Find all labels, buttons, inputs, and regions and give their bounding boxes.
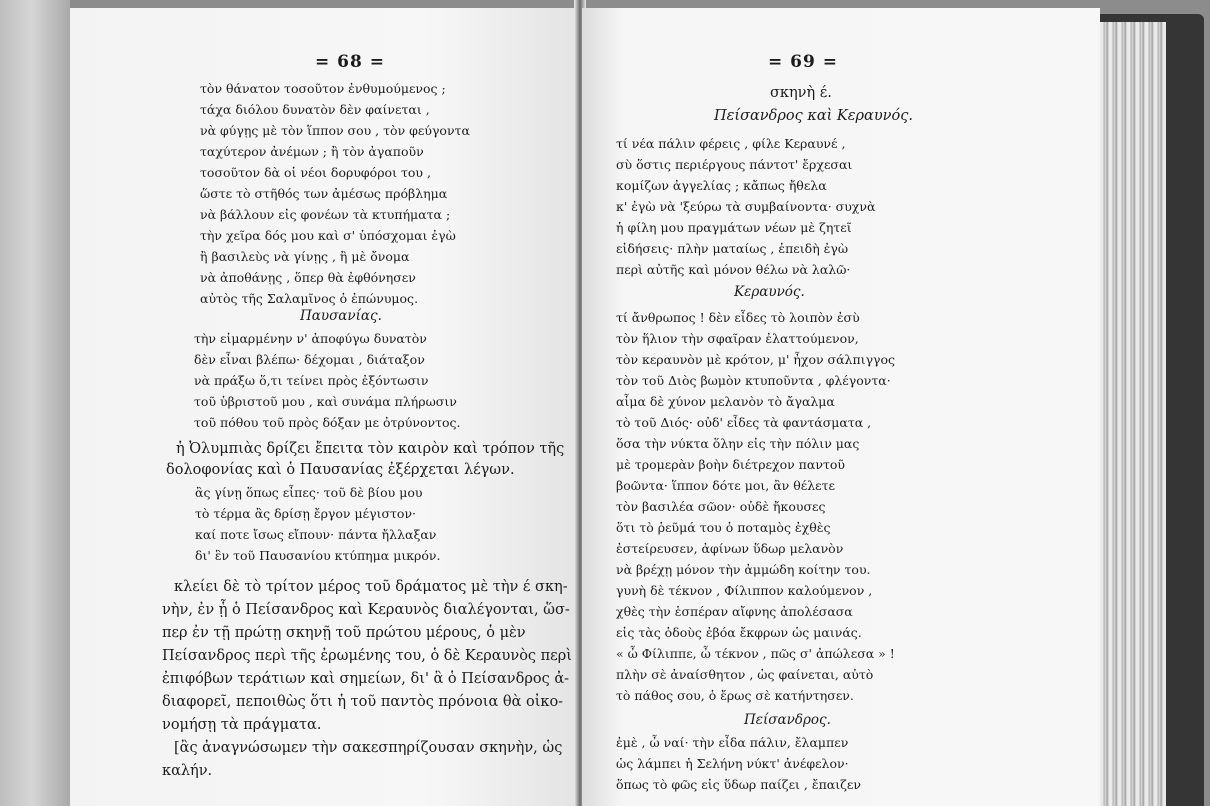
speaker-name: Παυσανίας. (300, 308, 382, 324)
verse-line: τί νέα πάλιν φέρεις , φίλε Κεραυνέ , (616, 136, 846, 151)
verse-line: αὐτὸς τῆς Σαλαμῖνος ὁ ἐπώνυμος. (200, 291, 419, 306)
verse-line: ἡ φίλη μου πραγμάτων νέων μὲ ζητεῖ (616, 220, 852, 235)
verse-line: τὸν θάνατον τοσοῦτον ἐνθυμούμενος ; (200, 81, 446, 96)
verse-line: ἐμὲ , ὦ ναί· τὴν εἶδα πάλιν, ἔλαμπεν (616, 735, 849, 750)
verse-line: τὸν ἥλιον τὴν σφαῖραν ἐλαττούμενον, (616, 331, 859, 346)
verse-line: τοῦ ὑβριστοῦ μου , καὶ συνάμα πλήρωσιν (194, 394, 457, 409)
page-edges (1100, 22, 1166, 806)
verse-line: χθὲς τὴν ἑσπέραν αἴφνης ἀπολέσασα (616, 604, 853, 619)
verse-line: τὴν χεῖρα δός μου καὶ σ' ὑπόσχομαι ἐγὼ (200, 228, 456, 243)
prose-line: ἐπιφόβων τεράτιων καὶ σημείων, δι' ἃ ὁ Πείσανδρος ἀ- (162, 671, 570, 687)
prose-line: Πείσανδρος περὶ τῆς ἐρωμένης του, ὁ δὲ Κεραυνὸς περὶ (162, 648, 572, 664)
verse-line: νὰ ἀποθάνῃς , ὅπερ θὰ ἐφθόνησεν (200, 270, 416, 285)
verse-line: νὰ βρέχῃ μόνον τὴν ἀμμώδη κοίτην του. (616, 562, 871, 577)
prose-line: νὴν, ἐν ᾗ ὁ Πείσανδρος καὶ Κεραυνὸς διαλέγονται, ὥσ- (162, 602, 570, 618)
right-page (582, 8, 1100, 806)
verse-line: περὶ αὐτῆς καὶ μόνον θέλω νὰ λαλῶ· (616, 262, 851, 277)
prose-line: [ἂς ἀναγνώσωμεν τὴν σακεσπηρίζουσαν σκηνὴν, ὡς (174, 740, 563, 756)
verse-line: ὅτι τὸ ῥεῦμά του ὁ ποταμὸς ἐχθὲς (616, 520, 831, 535)
verse-line: νὰ πράξω ὅ,τι τείνει πρὸς ἐξόντωσιν (194, 373, 429, 388)
verse-line: τὸ πάθος σου, ὁ ἔρως σὲ κατήντησεν. (616, 688, 854, 703)
verse-line: τάχα διόλου δυνατὸν δὲν φαίνεται , (200, 102, 430, 117)
verse-line: ταχύτερον ἀνέμων ; ἢ τὸν ἀγαποῦν (200, 144, 424, 159)
speaker-name: Πείσανδρος. (744, 712, 831, 728)
prose-line: περ ἐν τῇ πρώτῃ σκηνῇ τοῦ πρώτου μέρους, ὁ μὲν (162, 625, 526, 641)
verse-line: τὸν κεραυνὸν μὲ κρότον, μ' ἦχον σάλπιγγος (616, 352, 896, 367)
verse-line: κ' ἐγὼ νὰ 'ξεύρω τὰ συμβαίνοντα· συχνὰ (616, 199, 876, 214)
verse-line: εἰδήσεις· πλὴν ματαίως , ἐπειδὴ ἐγὼ (616, 241, 849, 256)
left-page (70, 8, 580, 806)
verse-line: ὅσα τὴν νύκτα ὅλην εἰς τὴν πόλιν μας (616, 436, 860, 451)
verse-line: τὸ τέρμα ἂς δρίσῃ ἔργον μέγιστον· (195, 506, 417, 521)
verse-line: τὸ τοῦ Διός· οὐδ' εἶδες τὰ φαντάσματα , (616, 415, 872, 430)
scene-title: σκηνὴ έ. (770, 85, 832, 101)
verse-line: εἰς τὰς ὁδοὺς ἐβόα ἔκφρων ὡς μαινάς. (616, 625, 862, 640)
page-number: = 68 = (315, 52, 385, 72)
verse-line: νὰ φύγῃς μὲ τὸν ἵππον σου , τὸν φεύγοντα (200, 123, 470, 138)
verse-line: ὅπως τὸ φῶς εἰς ὕδωρ παίζει , ἔπαιζεν (616, 777, 861, 792)
prose-line: κλείει δὲ τὸ τρίτον μέρος τοῦ δράματος μὲ τὴν έ σκη- (174, 579, 568, 595)
verse-line: ἂς γίνῃ ὅπως εἶπες· τοῦ δὲ βίου μου (195, 485, 423, 500)
page-number: = 69 = (768, 52, 838, 72)
verse-line: νὰ βάλλουν εἰς φονέων τὰ κτυπήματα ; (200, 207, 451, 222)
table-background (0, 0, 70, 806)
speaker-name: Κεραυνός. (734, 284, 805, 300)
verse-line: ἢ βασιλεὺς νὰ γίνῃς , ἢ μὲ ὄνομα (200, 249, 410, 264)
verse-line: δι' ἓν τοῦ Παυσανίου κτύπημα μικρόν. (195, 548, 441, 563)
verse-line: τοσοῦτον δὰ οἱ νέοι δορυφόροι του , (200, 165, 431, 180)
prose-line: καλήν. (162, 763, 213, 779)
verse-line: αἷμα δὲ χύνον μελανὸν τὸ ἄγαλμα (616, 394, 835, 409)
prose-line: διαφορεῖ, πεποιθὼς ὅτι ἡ τοῦ παντὸς πρόνοια θὰ οἰκο- (162, 694, 564, 710)
verse-line: τί ἄνθρωπος ! δὲν εἶδες τὸ λοιπὸν ἐσὺ (616, 310, 860, 325)
prose-line: νομήσῃ τὰ πράγματα. (162, 717, 322, 733)
verse-line: δὲν εἶναι βλέπω· δέχομαι , διάταξον (194, 352, 425, 367)
verse-line: καί ποτε ἴσως εἴπουν· πάντα ἤλλαξαν (195, 527, 437, 542)
verse-line: τὴν εἱμαρμένην ν' ἀποφύγω δυνατὸν (194, 331, 427, 346)
verse-line: « ὦ Φίλιππε, ὦ τέκνον , πῶς σ' ἀπώλεσα » ! (616, 646, 895, 661)
verse-line: τοῦ πόθου τοῦ πρὸς δόξαν με ὀτρύνοντος. (194, 415, 461, 430)
verse-line: ὡς λάμπει ἡ Σελήνη νύκτ' ἀνέφελον· (616, 756, 849, 771)
verse-line: πλὴν σὲ ἀναίσθητον , ὡς φαίνεται, αὐτὸ (616, 667, 874, 682)
verse-line: κομίζων ἀγγελίας ; κἄπως ἤθελα (616, 178, 827, 193)
verse-line: σὺ ὅστις περιέργους πάντοτ' ἔρχεσαι (616, 157, 853, 172)
verse-line: ὥστε τὸ στῆθός των ἀμέσως πρόβλημα (200, 186, 448, 201)
verse-line: γυνὴ δὲ τέκνον , Φίλιππον καλούμενον , (616, 583, 873, 598)
prose-line: ἡ Ὀλυμπιὰς δρίζει ἔπειτα τὸν καιρὸν καὶ τρόπον τῆς (176, 441, 565, 457)
verse-line: ἐστείρευσεν, ἀφίνων ὕδωρ μελανὸν (616, 541, 844, 556)
verse-line: τὸν βασιλέα σῶον· οὐδὲ ἤκουσες (616, 499, 826, 514)
verse-line: τὸν τοῦ Διὸς βωμὸν κτυποῦντα , φλέγοντα· (616, 373, 891, 388)
prose-line: δολοφονίας καὶ ὁ Παυσανίας ἐξέρχεται λέγων. (166, 462, 515, 478)
scene-heading: Πείσανδρος καὶ Κεραυνός. (714, 108, 913, 124)
verse-line: βοῶντα· ἵππον δότε μοι, ἂν θέλετε (616, 478, 835, 493)
verse-line: μὲ τρομερὰν βοὴν διέτρεχον παντοῦ (616, 457, 845, 472)
